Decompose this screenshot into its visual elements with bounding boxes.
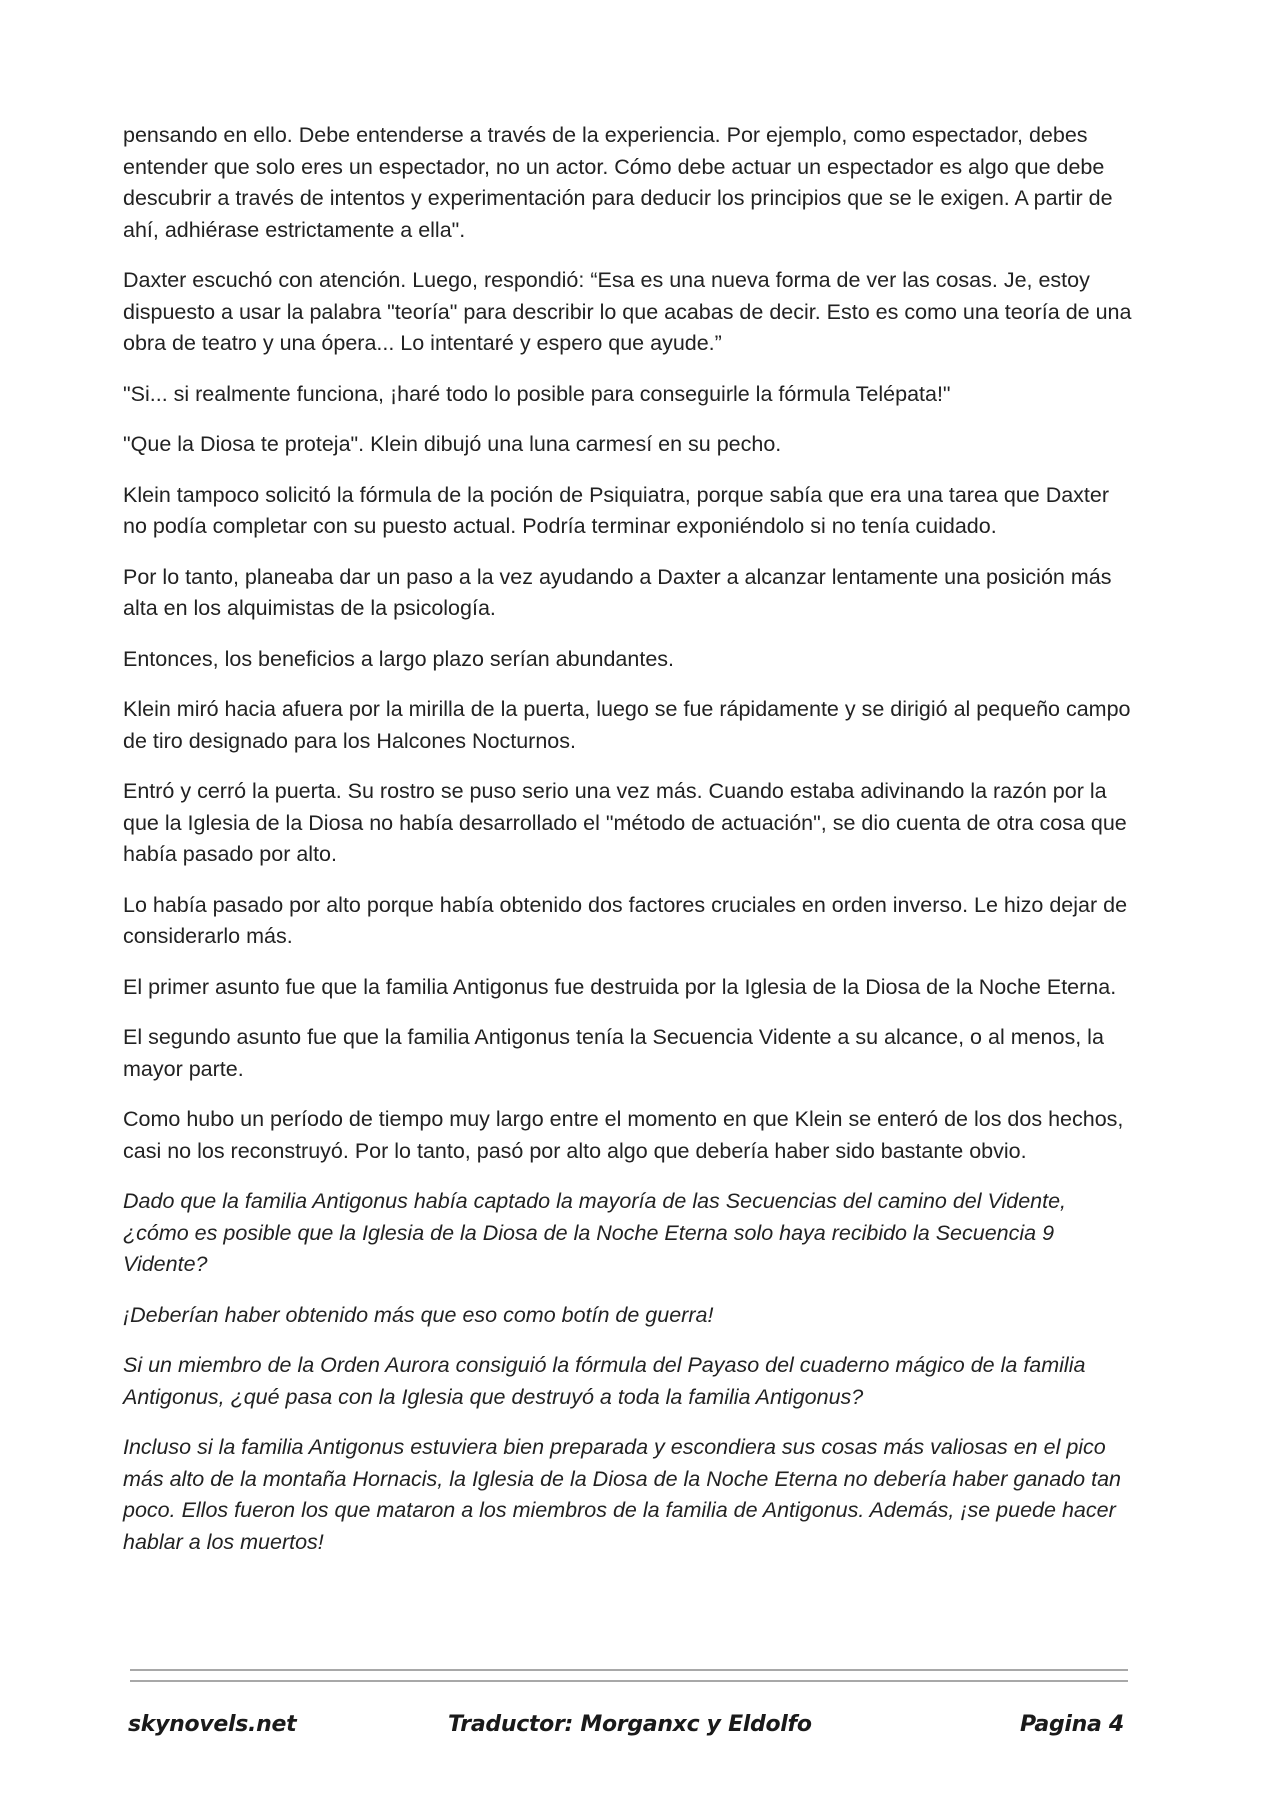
footer-divider-top (130, 1669, 1128, 1671)
paragraph-12: El segundo asunto fue que la familia Antigonus tenía la Secuencia Vidente a su alcance, o al menos, la mayor parte. (123, 1025, 1104, 1081)
footer-site-name: skynovels.net (128, 1712, 297, 1737)
paragraph-5: Klein tampoco solicitó la fórmula de la poción de Psiquiatra, porque sabía que era una tarea que Daxter no podía completar con su puesto actual. Podría terminar exponiéndolo si no tenía cuidado. (123, 482, 1110, 538)
paragraph-14: Dado que la familia Antigonus había captado la mayoría de las Secuencias del camino del Vidente, ¿cómo es posible que la Iglesia de la Diosa de la Noche Eterna solo haya recibido la Secuencia 9 Vidente? (123, 1189, 1067, 1276)
paragraph-8: Klein miró hacia afuera por la mirilla de la puerta, luego se fue rápidamente y se dirigió al pequeño campo de tiro designado para los Halcones Nocturnos. (123, 697, 1131, 753)
paragraph-17: Incluso si la familia Antigonus estuviera bien preparada y escondiera sus cosas más valiosas en el pico más alto de la montaña Hornacis, la Iglesia de la Diosa de la Noche Eterna no debería haber ganado tan poco. Ellos fueron los que mataron a los miembros de la familia de Antigonus. Además, ¡se puede hacer hablar a los muertos! (123, 1435, 1121, 1554)
paragraph-7: Entonces, los beneficios a largo plazo serían abundantes. (123, 646, 675, 671)
paragraph-6: Por lo tanto, planeaba dar un paso a la vez ayudando a Daxter a alcanzar lentamente una posición más alta en los alquimistas de la psicología. (123, 564, 1112, 620)
paragraph-13: Como hubo un período de tiempo muy largo entre el momento en que Klein se enteró de los dos hechos, casi no los reconstruyó. Por lo tanto, pasó por alto algo que debería haber sido bastante obvio. (123, 1107, 1124, 1163)
paragraph-2: Daxter escuchó con atención. Luego, respondió: “Esa es una nueva forma de ver las cosas. Je, estoy dispuesto a usar la palabra "teoría" para describir lo que acabas de decir. Esto es como una teoría de una obra de teatro y una ópera... Lo intentaré y espero que ayude.” (123, 268, 1132, 355)
paragraph-3: "Si... si realmente funciona, ¡haré todo lo posible para conseguirle la fórmula Telépata!" (123, 381, 951, 406)
footer-translator-credit: Traductor: Morganxc y Eldolfo (448, 1712, 812, 1737)
page-body (123, 120, 1133, 1577)
paragraph-15: ¡Deberían haber obtenido más que eso como botín de guerra! (123, 1302, 714, 1327)
paragraph-10: Lo había pasado por alto porque había obtenido dos factores cruciales en orden inverso. Le hizo dejar de considerarlo más. (123, 892, 1128, 948)
footer-page-number: Pagina 4 (1020, 1712, 1124, 1737)
paragraph-4: "Que la Diosa te proteja". Klein dibujó una luna carmesí en su pecho. (123, 432, 782, 456)
paragraph-16: Si un miembro de la Orden Aurora consiguió la fórmula del Payaso del cuaderno mágico de la familia Antigonus, ¿qué pasa con la Iglesia que destruyó a toda la familia Antigonus? (123, 1353, 1086, 1409)
footer-divider-bottom (130, 1680, 1128, 1682)
paragraph-1: pensando en ello. Debe entenderse a través de la experiencia. Por ejemplo, como espectador, debes entender que solo eres un espectador, no un actor. Cómo debe actuar un espectador es algo que debe descubrir a través de intentos y experimentación para deducir los principios que se le exigen. A partir de ahí, adhiérase estrictamente a ella". (123, 123, 1113, 242)
paragraph-11: El primer asunto fue que la familia Antigonus fue destruida por la Iglesia de la Diosa de la Noche Eterna. (123, 974, 1117, 999)
paragraph-9: Entró y cerró la puerta. Su rostro se puso serio una vez más. Cuando estaba adivinando la razón por la que la Iglesia de la Diosa no había desarrollado el "método de actuación", se dio cuenta de otra cosa que había pasado por alto. (123, 779, 1127, 866)
